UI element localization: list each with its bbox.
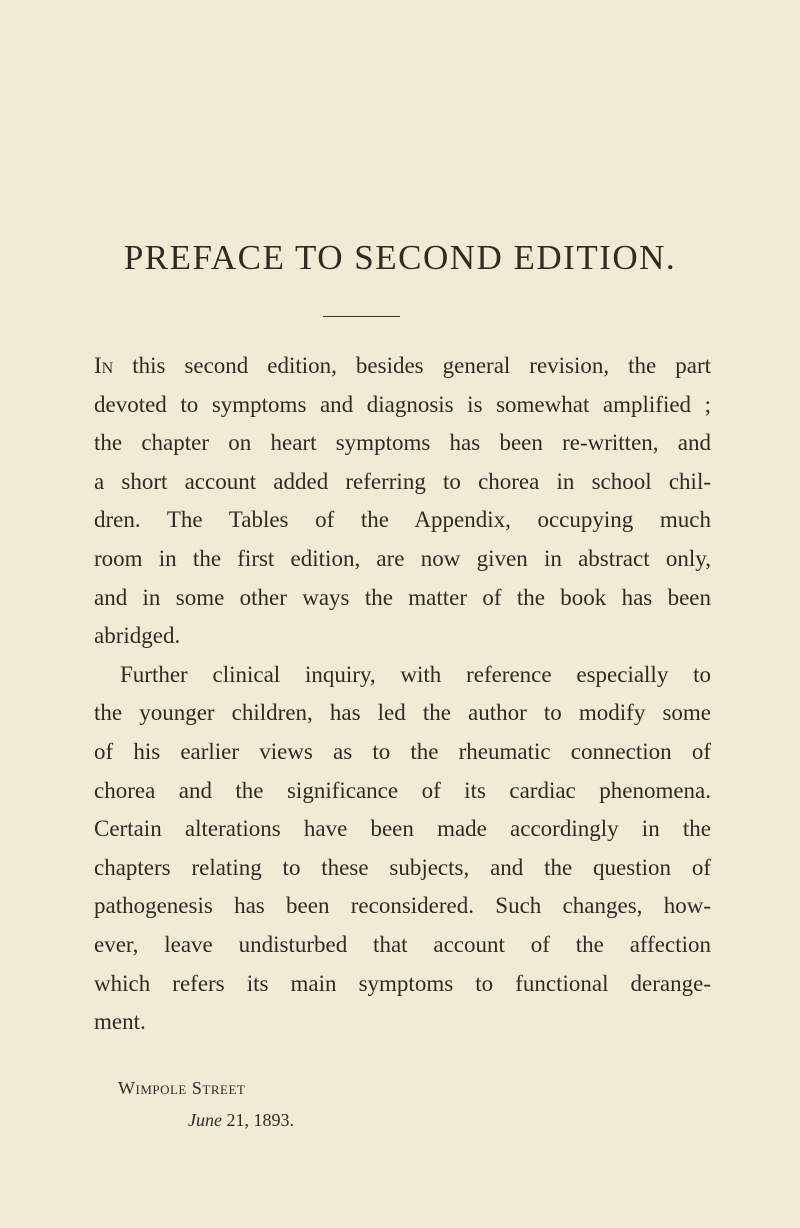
signature-date: [118, 1107, 294, 1133]
signature-month: June: [188, 1110, 222, 1130]
preface-body: [94, 347, 711, 1042]
text-line: abridged.: [94, 623, 181, 649]
text-line: of his earlier views as to the rheumatic connection of: [94, 738, 711, 764]
text-line: devoted to symptoms and diagnosis is somewhat amplified ;: [94, 391, 711, 417]
text-line: chorea and the significance of its cardiac phenomena.: [94, 777, 711, 803]
text-line: the chapter on heart symptoms has been re-written, and: [94, 430, 711, 456]
text-line: chapters relating to these subjects, and the question of: [94, 854, 711, 880]
text-line: a short account added referring to chorea in school chil-: [94, 468, 711, 494]
text-line: and in some other ways the matter of the book has been: [94, 584, 711, 610]
text-line: Certain alterations have been made accordingly in the: [94, 816, 711, 842]
title-rule: [323, 316, 400, 317]
lead-in-word: In: [94, 353, 114, 378]
text-line-rest: this second edition, besides general revision, the part: [113, 353, 711, 378]
text-line: [94, 347, 711, 386]
text-line: pathogenesis has been reconsidered. Such changes, how-: [94, 893, 711, 919]
signature-place: Wimpole Street: [118, 1078, 246, 1098]
page-title: PREFACE TO SECOND EDITION.: [123, 238, 677, 277]
text-line: Further clinical inquiry, with reference especially to: [120, 661, 711, 687]
text-line: the younger children, has led the author to modify some: [94, 700, 711, 726]
signature-day-year: 21, 1893.: [221, 1110, 294, 1130]
signature-block: [118, 1075, 294, 1133]
text-line: ment.: [94, 1009, 146, 1035]
text-line: ever, leave undisturbed that account of the affection: [94, 931, 711, 957]
text-line: which refers its main symptoms to functional derange-: [94, 970, 711, 996]
text-line: room in the first edition, are now given in abstract only,: [94, 545, 711, 571]
text-line: dren. The Tables of the Appendix, occupying much: [94, 507, 711, 533]
